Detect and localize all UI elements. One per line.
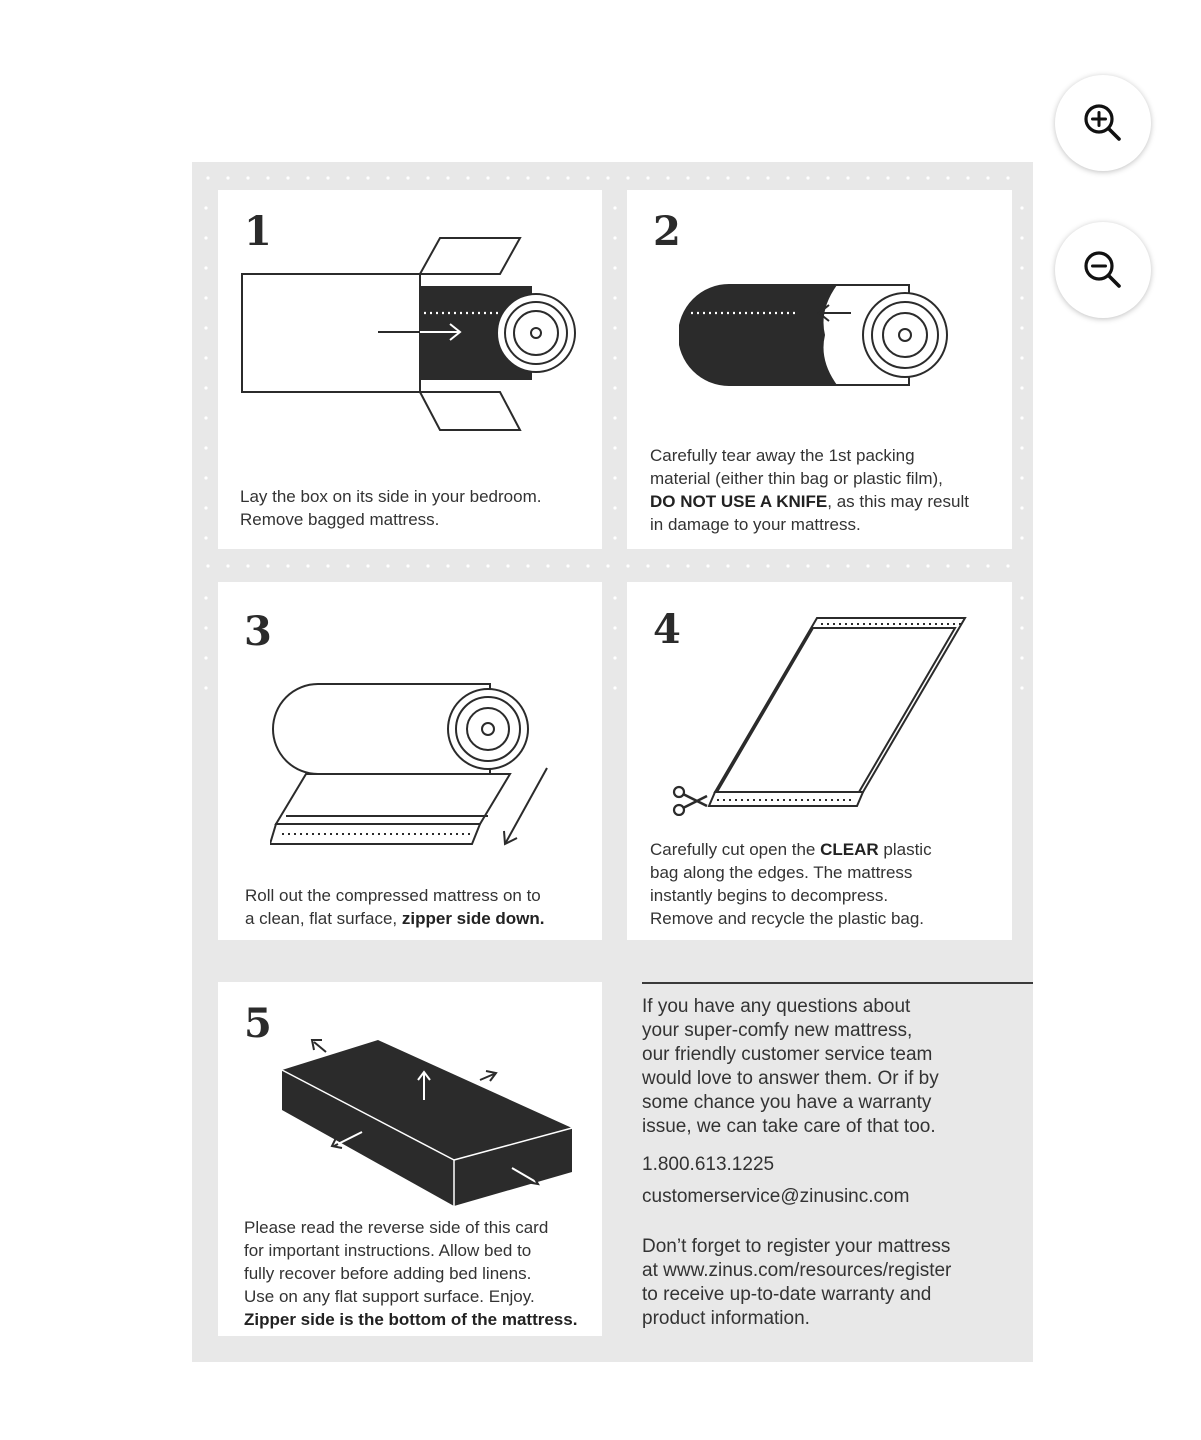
caption-line (650, 838, 932, 861)
caption-line: in damage to your mattress. (650, 515, 861, 534)
box-unpacking-illustration (238, 234, 583, 434)
step-2-caption (650, 444, 969, 536)
caption-bold: Zipper side is the bottom of the mattress. (244, 1310, 578, 1329)
zoom-out-button[interactable] (1055, 222, 1151, 318)
caption-line (650, 490, 969, 513)
zoom-in-icon (1081, 101, 1125, 145)
step-3-panel (218, 582, 602, 940)
phone-number: 1.800.613.1225 (642, 1154, 775, 1175)
register-line: at www.zinus.com/resources/register (642, 1260, 952, 1281)
caption-text: Carefully cut open the (650, 840, 821, 859)
step-number: 3 (244, 608, 272, 655)
intro-line: our friendly customer service team (642, 1044, 933, 1065)
caption-line: material (either thin bag or plastic film), (650, 469, 943, 488)
intro-line: some chance you have a warranty (642, 1092, 932, 1113)
step-4-caption (650, 838, 932, 930)
cut-bag-illustration (671, 616, 971, 816)
caption-line: Remove and recycle the plastic bag. (650, 909, 925, 928)
caption-line: Please read the reverse side of this card (244, 1218, 549, 1237)
intro-line: would love to answer them. Or if by (642, 1068, 939, 1089)
zoom-in-button[interactable] (1055, 75, 1151, 171)
step-4-panel (627, 582, 1012, 940)
caption-text: plastic (878, 840, 932, 859)
step-5-caption (244, 1216, 577, 1331)
caption-line (245, 907, 545, 930)
caption-text: , as this may result (827, 492, 969, 511)
step-number: 4 (653, 606, 681, 653)
caption-line: Roll out the compressed mattress on to (245, 886, 541, 905)
step-number: 5 (244, 1000, 272, 1047)
divider (642, 982, 1033, 984)
caption-text: a clean, flat surface, (245, 909, 402, 928)
step-number: 1 (244, 208, 272, 255)
contact-intro (642, 995, 939, 1139)
intro-line: issue, we can take care of that too. (642, 1116, 936, 1137)
caption-line: bag along the edges. The mattress (650, 863, 913, 882)
caption-line: Remove bagged mattress. (240, 510, 440, 529)
caption-bold: DO NOT USE A KNIFE (650, 492, 828, 511)
instruction-card (192, 162, 1033, 1362)
intro-line: If you have any questions about (642, 996, 911, 1017)
intro-line: your super-comfy new mattress, (642, 1020, 913, 1041)
step-1-caption (240, 485, 541, 531)
email-address: customerservice@zinusinc.com (642, 1186, 910, 1207)
tear-bag-illustration (679, 280, 959, 390)
register-note (642, 1235, 951, 1331)
step-2-panel (627, 190, 1012, 549)
caption-line: Use on any flat support surface. Enjoy. (244, 1287, 535, 1306)
caption-line: Lay the box on its side in your bedroom. (240, 487, 542, 506)
register-line: product information. (642, 1308, 810, 1329)
roll-out-illustration (270, 682, 560, 852)
step-1-panel (218, 190, 602, 549)
mattress-expand-illustration (278, 1036, 578, 1216)
zoom-out-icon (1081, 248, 1125, 292)
register-line: to receive up-to-date warranty and (642, 1284, 932, 1305)
step-number: 2 (653, 208, 681, 255)
step-3-caption (245, 884, 545, 930)
caption-line: fully recover before adding bed linens. (244, 1264, 532, 1283)
caption-line: instantly begins to decompress. (650, 886, 889, 905)
caption-bold: CLEAR (820, 840, 879, 859)
caption-line (244, 1308, 577, 1331)
caption-line: for important instructions. Allow bed to (244, 1241, 532, 1260)
caption-line: Carefully tear away the 1st packing (650, 446, 915, 465)
register-line: Don’t forget to register your mattress (642, 1236, 951, 1257)
step-5-panel (218, 982, 602, 1336)
caption-bold: zipper side down. (401, 909, 545, 928)
